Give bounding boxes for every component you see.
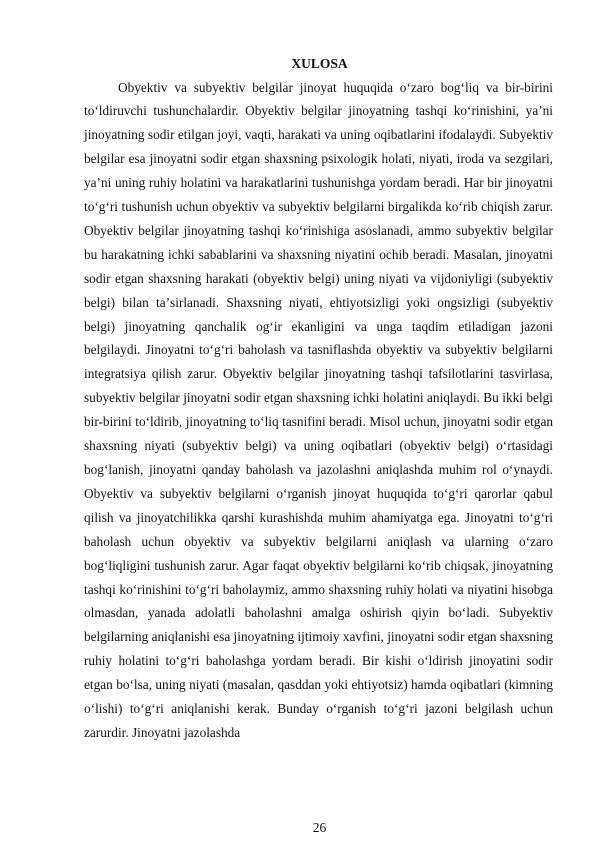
page-title: XULOSA (291, 56, 348, 71)
body-paragraph: Obyektiv va subyektiv belgilar jinoyat huquqida oʻzaro bogʻliq va bir-birini toʻldiruvchi tushunchalardir. Obyektiv belgilar jinoyatning tashqi koʻrinishini, yaʼni jinoyatning sodir etilgan joyi, vaqti, harakati va uning oqibatlarini ifodalaydi. Subyektiv belgilar esa jinoyatni sodir etgan shaxsning psixologik holati, niyati, iroda va sezgilari, yaʼni uning ruhiy holatini va harakatlarini tushunishga yordam beradi. Har bir jinoyatni toʻgʻri tushunish uchun obyektiv va subyektiv belgilarni birgalikda koʻrib chiqish zarur. Obyektiv belgilar jinoyatning tashqi koʻrinishiga asoslanadi, ammo subyektiv belgilar bu harakatning ichki sabablarini va shaxsning niyatini ochib beradi. Masalan, jinoyatni sodir etgan shaxsning harakati (obyektiv belgi) uning niyati va vijdoniyligi (subyektiv belgi) bilan taʼsirlanadi. Shaxsning niyati, ehtiyotsizligi yoki ongsizligi (subyektiv belgi) jinoyatning qanchalik ogʻir ekanligini va unga taqdim etiladigan jazoni belgilaydi. Jinoyatni toʻgʻri baholash va tasniflashda obyektiv va subyektiv belgilarni integratsiya qilish zarur. Obyektiv belgilar jinoyatning tashqi tafsilotlarini tasvirlasa, subyektiv belgilar jinoyatni sodir etgan shaxsning ichki holatini aniqlaydi. Bu ikki belgi bir-birini toʻldirib, jinoyatning toʻliq tasnifini beradi. Misol uchun, jinoyatni sodir etgan shaxsning niyati (subyektiv belgi) va uning oqibatlari (obyektiv belgi) oʻrtasidagi bogʻlanish, jinoyatni qanday baholash va jazolashni aniqlashda muhim rol oʻynaydi. Obyektiv va subyektiv belgilarni oʻrganish jinoyat huquqida toʻgʻri qarorlar qabul qilish va jinoyatchilikka qarshi kurashishda muhim ahamiyatga ega. Jinoyatni toʻgʻri baholash uchun obyektiv va subyektiv belgilarni aniqlash va ularning oʻzaro bogʻliqligini tushunish zarur. Agar faqat obyektiv belgilarni koʻrib chiqsak, jinoyatning tashqi koʻrinishini toʻgʻri baholaymiz, ammo shaxsning ruhiy holati va niyatini hisobga olmasdan, yanada adolatli baholashni amalga oshirish qiyin boʻladi. Subyektiv belgilarning aniqlanishi esa jinoyatning ijtimoiy xavfini, jinoyatni sodir etgan shaxsning ruhiy holatini toʻgʻri baholashga yordam beradi. Bir kishi oʻldirish jinoyatini sodir etgan boʻlsa, uning niyati (masalan, qasddan yoki ehtiyotsiz) hamda oqibatlari (kimning oʻlishi) toʻgʻri aniqlanishi kerak. Bunday oʻrganish toʻgʻri jazoni belgilash uchun zarurdir. Jinoyatni jazolashda (84, 79, 554, 740)
page-number: 26 (312, 820, 327, 835)
